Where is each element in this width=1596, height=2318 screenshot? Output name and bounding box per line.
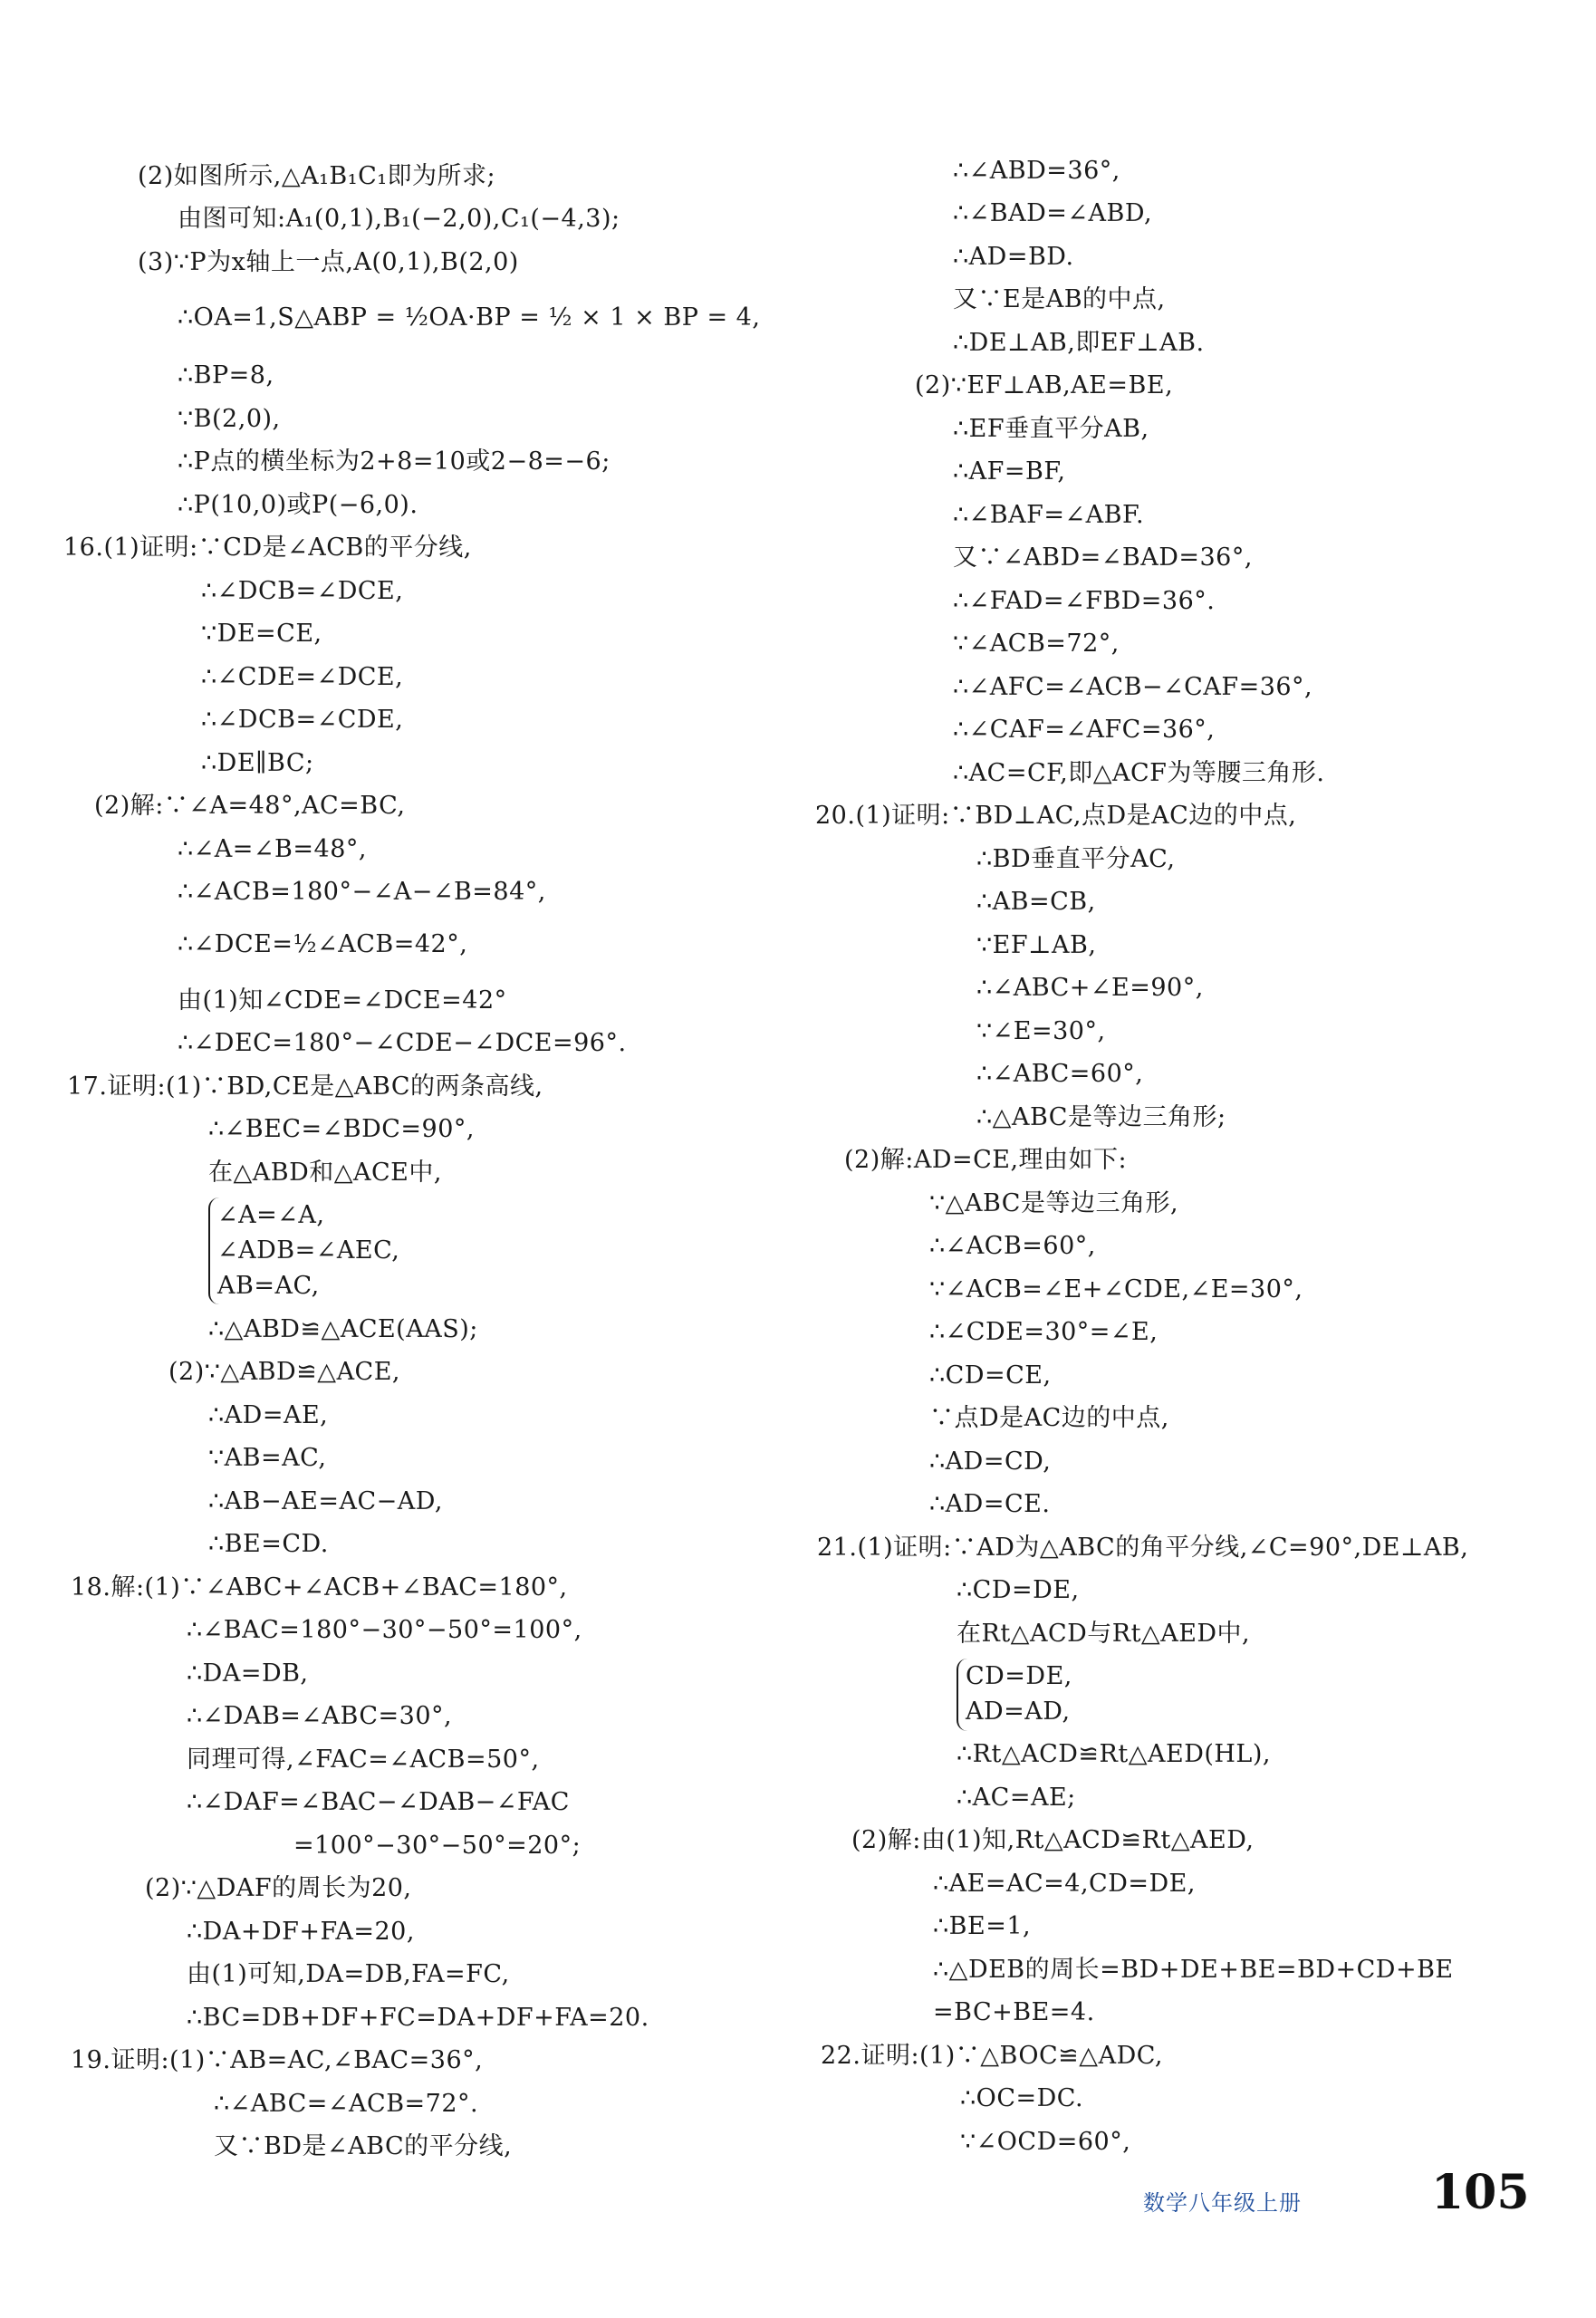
text-line: 由图可知:A₁(0,1),B₁(−2,0),C₁(−4,3); <box>178 205 620 233</box>
text-line: 16.(1)证明:∵CD是∠ACB的平分线, <box>63 534 472 562</box>
text-line: 又∵∠ABD=∠BAD=36°, <box>953 543 1253 572</box>
text-line: ∵EF⊥AB, <box>976 931 1097 959</box>
text-line: 又∵BD是∠ABC的平分线, <box>214 2132 513 2160</box>
text-line: ∴∠CAF=∠AFC=36°, <box>953 716 1216 744</box>
text-line: ∵∠OCD=60°, <box>960 2128 1131 2156</box>
text-line: ∴∠ABC=∠ACB=72°. <box>214 2090 479 2118</box>
text-line: ∴EF垂直平分AB, <box>953 415 1149 443</box>
text-line: 17.证明:(1)∵BD,CE是△ABC的两条高线, <box>67 1072 543 1101</box>
text-line: =100°−30°−50°=20°; <box>293 1832 582 1860</box>
text-line: ∴AC=AE; <box>957 1784 1076 1812</box>
text-line: ∴∠DCB=∠CDE, <box>201 706 404 734</box>
text-line: 21.(1)证明:∵AD为△ABC的角平分线,∠C=90°,DE⊥AB, <box>817 1534 1469 1562</box>
text-line: (2)解:∵∠A=48°,AC=BC, <box>94 792 406 820</box>
text-line: ∴P点的横坐标为2+8=10或2−8=−6; <box>178 447 611 476</box>
text-line: ∴AD=CE. <box>929 1490 1051 1518</box>
text-line: ∴AF=BF, <box>953 457 1066 486</box>
text-line: ∴∠ACB=180°−∠A−∠B=84°, <box>178 878 546 906</box>
text-line: ∴∠BAF=∠ABF. <box>953 501 1145 529</box>
text-line: ∴BE=CD. <box>208 1530 329 1558</box>
text-line: ∴∠DCE=½∠ACB=42°, <box>178 930 468 958</box>
text-line: (2)解:由(1)知,Rt△ACD≌Rt△AED, <box>851 1826 1255 1854</box>
text-line: ∴∠CDE=30°=∠E, <box>929 1318 1159 1346</box>
text-line: ∴∠ABC+∠E=90°, <box>976 974 1204 1002</box>
text-line: ∴BP=8, <box>178 361 274 390</box>
text-line: ∴AB−AE=AC−AD, <box>208 1487 444 1515</box>
text-line: 20.(1)证明:∵BD⊥AC,点D是AC边的中点, <box>815 802 1297 830</box>
text-line: 由(1)知∠CDE=∠DCE=42° <box>178 986 507 1015</box>
text-line: ∴∠CDE=∠DCE, <box>201 663 404 691</box>
text-line: ∴CD=CE, <box>929 1361 1052 1390</box>
text-line: ∵点D是AC边的中点, <box>929 1404 1169 1432</box>
text-line: 由(1)可知,DA=DB,FA=FC, <box>187 1960 510 1988</box>
text-line: ∴AD=AE, <box>208 1401 329 1429</box>
text-line: ∵DE=CE, <box>201 620 322 648</box>
text-line: ∴OA=1,S△ABP = ½OA·BP = ½ × 1 × BP = 4, <box>178 303 761 332</box>
text-line: ∴AC=CF,即△ACF为等腰三角形. <box>953 759 1325 787</box>
text-line: ∴∠ACB=60°, <box>929 1232 1096 1260</box>
text-line: 18.解:(1)∵∠ABC+∠ACB+∠BAC=180°, <box>71 1573 568 1601</box>
text-line: ∴△ABD≌△ACE(AAS); <box>208 1315 478 1343</box>
text-line: ∴∠BEC=∠BDC=90°, <box>208 1115 475 1143</box>
text-line: ∠A=∠A, <box>217 1201 325 1229</box>
text-line: ∵∠E=30°, <box>976 1017 1106 1045</box>
text-line: 19.证明:(1)∵AB=AC,∠BAC=36°, <box>71 2046 484 2074</box>
text-line: (2)如图所示,△A₁B₁C₁即为所求; <box>138 162 496 190</box>
text-line: ∴DA+DF+FA=20, <box>187 1918 415 1946</box>
text-line: 22.证明:(1)∵△BOC≌△ADC, <box>821 2042 1163 2070</box>
text-line: ∴∠DCB=∠DCE, <box>201 577 404 605</box>
text-line: ∴DE⊥AB,即EF⊥AB. <box>953 329 1205 357</box>
text-line: ∴∠AFC=∠ACB−∠CAF=36°, <box>953 673 1313 701</box>
text-line: CD=DE, <box>966 1662 1072 1690</box>
text-line: (2)∵EF⊥AB,AE=BE, <box>915 371 1174 399</box>
text-line: ∴CD=DE, <box>957 1576 1080 1604</box>
text-line: (2)解:AD=CE,理由如下: <box>844 1146 1128 1174</box>
text-line: ∴AD=BD. <box>953 243 1074 271</box>
text-line: 在Rt△ACD与Rt△AED中, <box>957 1620 1251 1648</box>
text-line: ∠ADB=∠AEC, <box>217 1236 400 1265</box>
text-line: 又∵E是AB的中点, <box>953 285 1166 313</box>
text-line: ∴Rt△ACD≌Rt△AED(HL), <box>957 1740 1271 1768</box>
text-line: ∴OC=DC. <box>960 2084 1084 2112</box>
text-line: ∴AB=CB, <box>976 888 1096 916</box>
text-line: ∴∠ABD=36°, <box>953 157 1120 185</box>
text-line: ∵△ABC是等边三角形, <box>929 1189 1179 1217</box>
text-line: ∴DA=DB, <box>187 1659 309 1688</box>
text-line: 同理可得,∠FAC=∠ACB=50°, <box>187 1746 540 1774</box>
text-line: ∴AD=CD, <box>929 1448 1052 1476</box>
text-line: ∴∠BAD=∠ABD, <box>953 199 1153 227</box>
text-line: ∴∠DEC=180°−∠CDE−∠DCE=96°. <box>178 1029 627 1057</box>
text-line: ∴∠BAC=180°−30°−50°=100°, <box>187 1616 582 1644</box>
text-line: ∵∠ACB=72°, <box>953 630 1120 658</box>
text-line: ∵AB=AC, <box>208 1444 327 1472</box>
text-line: ∴AE=AC=4,CD=DE, <box>933 1870 1196 1898</box>
text-line: 在△ABD和△ACE中, <box>208 1159 442 1187</box>
page-number: 105 <box>1431 2165 1530 2220</box>
text-line: ∴BC=DB+DF+FC=DA+DF+FA=20. <box>187 2004 649 2032</box>
text-line: (2)∵△ABD≌△ACE, <box>168 1358 401 1386</box>
text-line: ∴∠ABC=60°, <box>976 1060 1144 1088</box>
text-line: ∴∠FAD=∠FBD=36°. <box>953 587 1216 615</box>
text-line: ∴∠DAF=∠BAC−∠DAB−∠FAC <box>187 1788 570 1816</box>
text-line: =BC+BE=4. <box>933 1998 1095 2026</box>
text-line: AD=AD, <box>966 1698 1071 1726</box>
text-line: ∵B(2,0), <box>178 405 281 433</box>
text-line: ∴BD垂直平分AC, <box>976 845 1176 873</box>
text-line: (2)∵△DAF的周长为20, <box>145 1874 412 1902</box>
text-line: ∴BE=1, <box>933 1912 1032 1940</box>
text-line: ∴DE∥BC; <box>201 749 314 777</box>
text-line: ∵∠ACB=∠E+∠CDE,∠E=30°, <box>929 1275 1303 1303</box>
footer-subject: 数学八年级上册 <box>1143 2190 1302 2216</box>
text-line: ∴△ABC是等边三角形; <box>976 1103 1226 1131</box>
text-line: ∴P(10,0)或P(−6,0). <box>178 491 418 519</box>
text-line: (3)∵P为x轴上一点,A(0,1),B(2,0) <box>138 248 519 276</box>
text-line: ∴△DEB的周长=BD+DE+BE=BD+CD+BE <box>933 1956 1454 1984</box>
text-line: ∴∠DAB=∠ABC=30°, <box>187 1702 453 1730</box>
text-line: AB=AC, <box>217 1272 320 1300</box>
text-line: ∴∠A=∠B=48°, <box>178 835 367 863</box>
